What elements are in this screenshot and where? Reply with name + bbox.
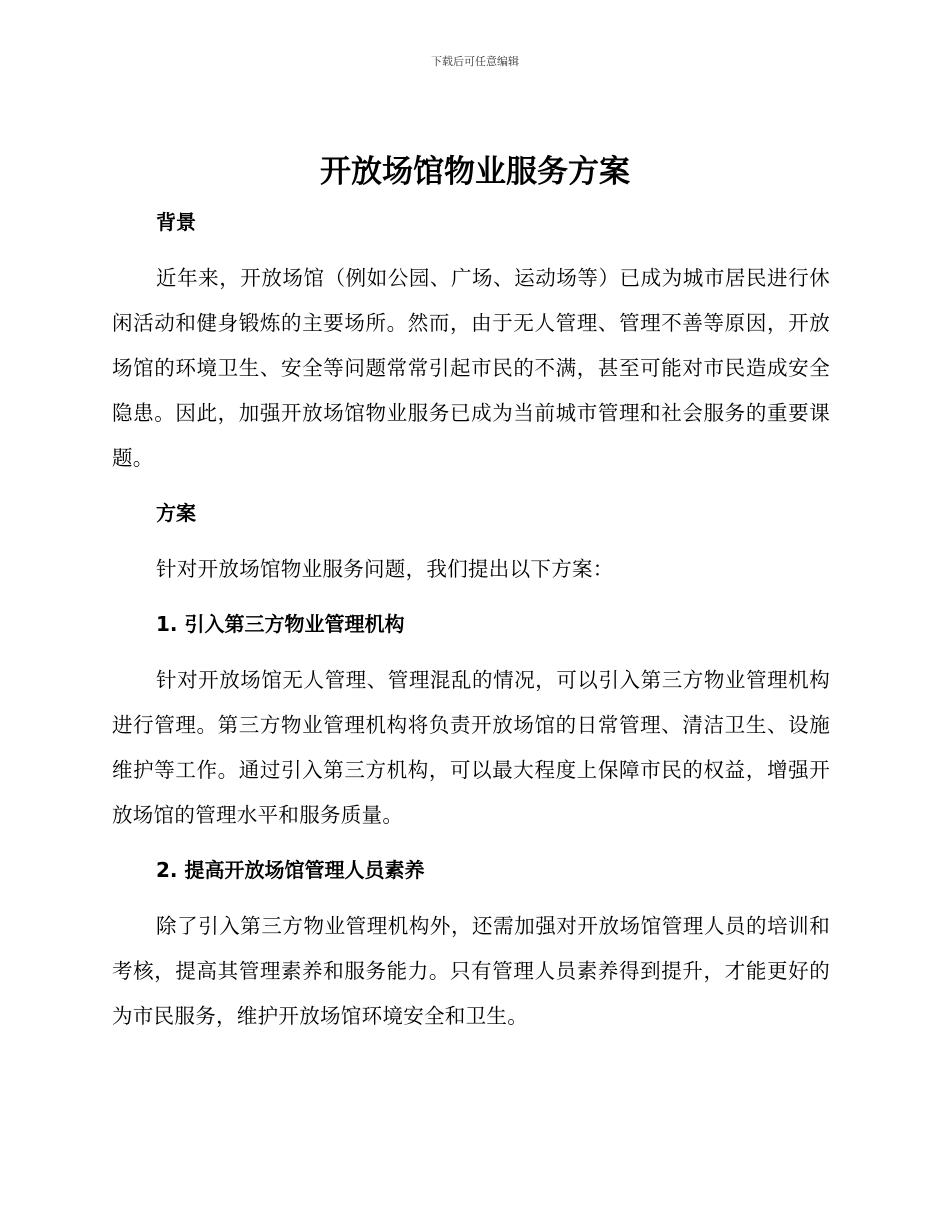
section-heading-background: 背景 xyxy=(156,210,196,234)
paragraph-item-2: 除了引入第三方物业管理机构外，还需加强对开放场馆管理人员的培训和考核，提高其管理素养和服务能力。只有管理人员素养得到提升，才能更好的为市民服务，维护开放场馆环境安全和卫生。 xyxy=(112,914,830,1028)
section-heading-item-1: 1. 引入第三方物业管理机构 xyxy=(156,612,405,636)
paragraph-plan-intro: 针对开放场馆物业服务问题，我们提出以下方案： xyxy=(156,557,614,581)
section-heading-item-2: 2. 提高开放场馆管理人员素养 xyxy=(156,858,425,882)
paragraph-background: 近年来，开放场馆（例如公园、广场、运动场等）已成为城市居民进行休闲活动和健身锻炼的主要场所。然而，由于无人管理、管理不善等原因，开放场馆的环境卫生、安全等问题常常引起市民的不满，甚至可能对市民造成安全隐患。因此，加强开放场馆物业服务已成为当前城市管理和社会服务的重要课题。 xyxy=(112,266,830,470)
paragraph-item-1: 针对开放场馆无人管理、管理混乱的情况，可以引入第三方物业管理机构进行管理。第三方物业管理机构将负责开放场馆的日常管理、清洁卫生、设施维护等工作。通过引入第三方机构，可以最大程度上保障市民的权益，增强开放场馆的管理水平和服务质量。 xyxy=(112,668,830,827)
header-note: 下载后可任意编辑 xyxy=(431,55,519,68)
document-body xyxy=(112,200,830,1039)
page-title: 开放场馆物业服务方案 xyxy=(320,154,630,190)
section-heading-plan: 方案 xyxy=(156,501,196,525)
